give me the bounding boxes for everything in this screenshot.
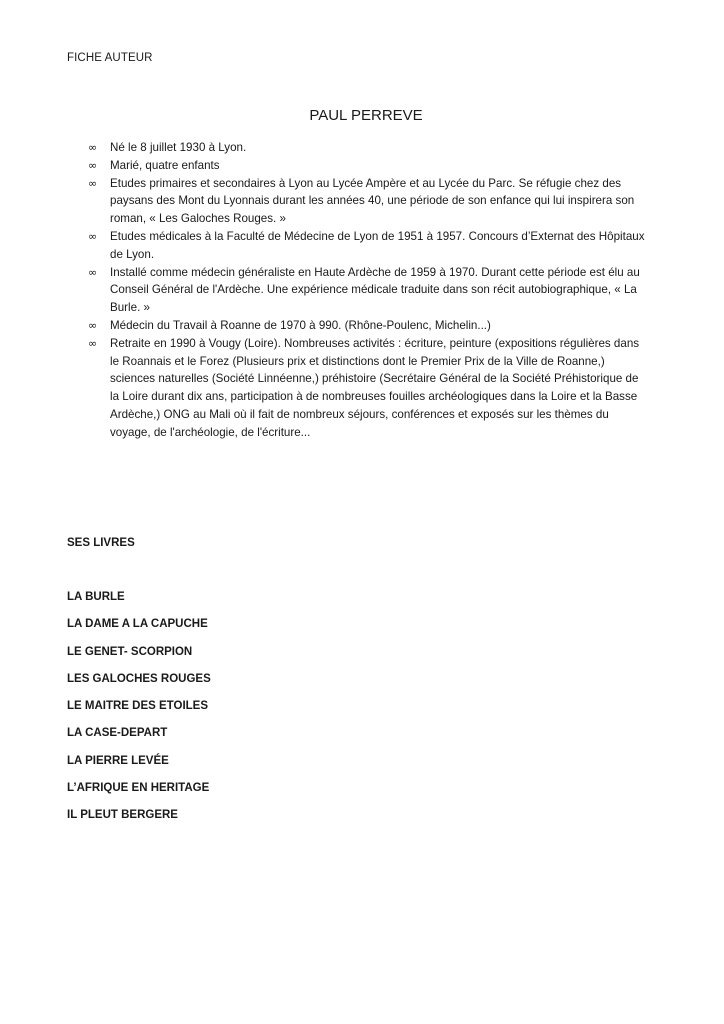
biography-item [88,317,648,335]
book-title: LE MAITRE DES ETOILES [67,700,208,713]
biography-list [88,139,648,442]
author-name-title: PAUL PERREVE [309,107,423,124]
biography-item [88,139,648,157]
biography-item-text: Installé comme médecin généraliste en Haute Ardèche de 1959 à 1970. Durant cette période est élu au Conseil Général de l'Ardèche. Une expérience médicale traduite dans son récit autobiographique, « La Burle. » [110,265,640,315]
biography-item-text: Etudes médicales à la Faculté de Médecine de Lyon de 1951 à 1957. Concours d’Externat des Hôpitaux de Lyon. [110,229,645,261]
biography-item [88,157,648,175]
biography-item-text: Marié, quatre enfants [110,158,220,172]
biography-item [88,335,648,442]
biography-item [88,175,648,228]
book-title: IL PLEUT BERGERE [67,809,178,822]
infinity-bullet-icon: ∞ [88,176,98,190]
book-title: LA PIERRE LEVÉE [67,754,169,767]
infinity-bullet-icon: ∞ [88,158,98,172]
book-title: LA DAME A LA CAPUCHE [67,618,208,631]
book-title: LES GALOCHES ROUGES [67,672,211,685]
book-title: LA CASE-DEPART [67,727,168,740]
document-header-label: FICHE AUTEUR [67,52,153,64]
biography-item [88,264,648,317]
infinity-bullet-icon: ∞ [88,141,98,154]
book-title: L’AFRIQUE EN HERITAGE [67,782,210,795]
books-list [67,588,211,834]
infinity-bullet-icon: ∞ [88,336,98,350]
biography-item [88,228,648,264]
book-title: LE GENET- SCORPION [67,645,193,658]
infinity-bullet-icon: ∞ [88,229,98,243]
infinity-bullet-icon: ∞ [88,265,98,279]
biography-item-text: Né le 8 juillet 1930 à Lyon. [110,141,247,154]
biography-item-text: Etudes primaires et secondaires à Lyon au Lycée Ampère et au Lycée du Parc. Se réfugie chez des paysans des Mont du Lyonnais durant les années 40, une période de son enfance qui lui inspirera son roman, « Les Galoches Rouges. » [110,176,635,226]
biography-item-text: Retraite en 1990 à Vougy (Loire). Nombreuses activités : écriture, peinture (expositions régulières dans le Roannais et le Forez (Plusieurs prix et distinctions dont le Premier Prix de la Ville de Roanne,) sciences naturelles (Société Linnéenne,) préhistoire (Secrétaire Général de la Société Préhistorique de la Loire durant dix ans, participation à de nombreuses fouilles archéologiques dans la Loire et la Basse Ardèche,) ONG au Mali où il fait de nombreux séjours, conférences et exposés sur les thèmes du voyage, de l'archéologie, de l'écriture... [110,336,640,439]
biography-item-text: Médecin du Travail à Roanne de 1970 à 990. (Rhône-Poulenc, Michelin...) [110,318,491,332]
book-title: LA BURLE [67,591,125,603]
books-section-heading: SES LIVRES [67,537,135,549]
infinity-bullet-icon: ∞ [88,318,98,332]
